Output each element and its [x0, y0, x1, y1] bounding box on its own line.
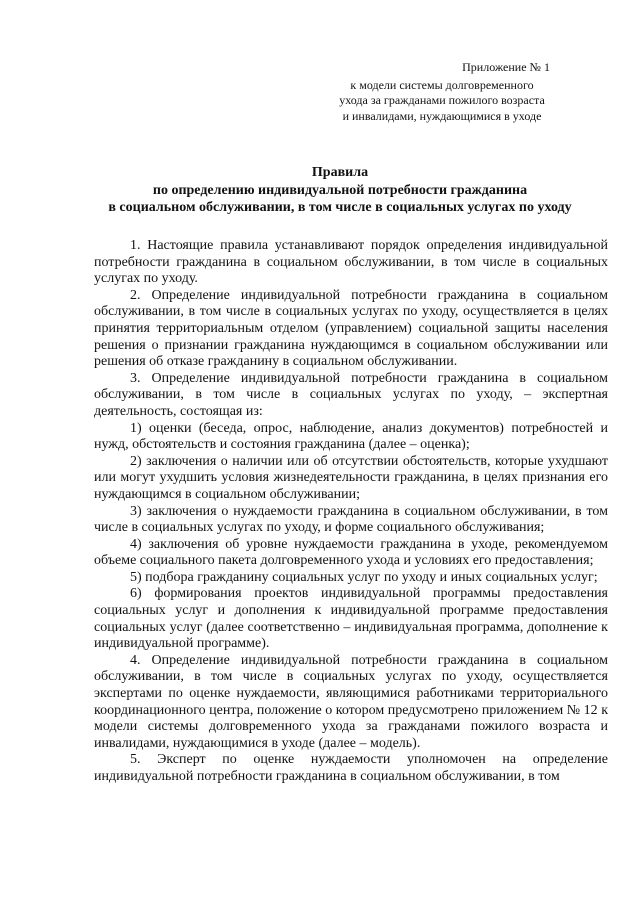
appendix-line: к модели системы долговременного: [350, 77, 534, 92]
paragraph: 5. Эксперт по оценке нуждаемости уполномочен на определение индивидуальной потребности гражданина в социальном обслуживании, в том: [94, 752, 608, 784]
appendix-line: ухода за гражданами пожилого возраста: [339, 93, 545, 107]
appendix-title: Приложение № 1: [462, 60, 550, 74]
list-item: 2) заключения о наличии или об отсутствии обстоятельств, которые ухудшают или могут ухудшить условия жизнедеятельности гражданина, в целях признания его нуждающимся в социальном обслуживании;: [94, 453, 608, 502]
appendix-line: и инвалидами, нуждающимися в уходе: [342, 108, 542, 123]
heading-subtitle-line: по определению индивидуальной потребности гражданина: [152, 182, 528, 198]
heading-title: Правила: [311, 165, 369, 180]
paragraph: 2. Определение индивидуальной потребности гражданина в социальном обслуживании, в том числе в социальных услугах по уходу, осуществляется в целях принятия территориальным отделом (управлением) социальной защиты населения решения о признании гражданина нуждающимся в социальном обслуживании или решения об отказе гражданину в социальном обслуживании.: [94, 287, 608, 370]
appendix-block: [292, 60, 592, 124]
list-item: 6) формирования проектов индивидуальной программы предоставления социальных услуг и дополнения к индивидуальной программе предоставления социальных услуг (далее соответственно – индивидуальная программа, дополнение к индивидуальной программе).: [94, 586, 608, 652]
list-item: 1) оценки (беседа, опрос, наблюдение, анализ документов) потребностей и нужд, обстоятельств и состояния гражданина (далее – оценка);: [94, 420, 608, 453]
document-heading: [60, 164, 620, 217]
paragraph: 3. Определение индивидуальной потребности гражданина в социальном обслуживании, в том числе в социальных услугах по уходу, – экспертная деятельность, состоящая из:: [94, 370, 608, 419]
list-item: 4) заключения об уровне нуждаемости гражданина в уходе, рекомендуемом объеме социального пакета долговременного ухода и условиях его предоставления;: [94, 536, 608, 569]
list-item: 5) подбора гражданину социальных услуг по уходу и иных социальных услуг;: [130, 569, 598, 585]
paragraph: 4. Определение индивидуальной потребности гражданина в социальном обслуживании, в том числе в социальных услугах по уходу, осуществляется экспертами по оценке нуждаемости, являющимися работниками территориального координационного центра, положение о котором предусмотрено приложением № 12 к модели системы долговременного ухода за гражданами пожилого возраста и инвалидами, нуждающимися в уходе (далее – модель).: [94, 652, 608, 751]
paragraph: 1. Настоящие правила устанавливают порядок определения индивидуальной потребности гражданина в социальном обслуживании, в том числе в социальных услугах по уходу.: [94, 238, 608, 287]
list-item: 3) заключения о нуждаемости гражданина в социальном обслуживании, в том числе в социальных услугах по уходу, и форме социального обслуживания;: [94, 503, 608, 536]
heading-subtitle-line: в социальном обслуживании, в том числе в социальных услугах по уходу: [108, 200, 572, 215]
document-body: [94, 238, 608, 786]
